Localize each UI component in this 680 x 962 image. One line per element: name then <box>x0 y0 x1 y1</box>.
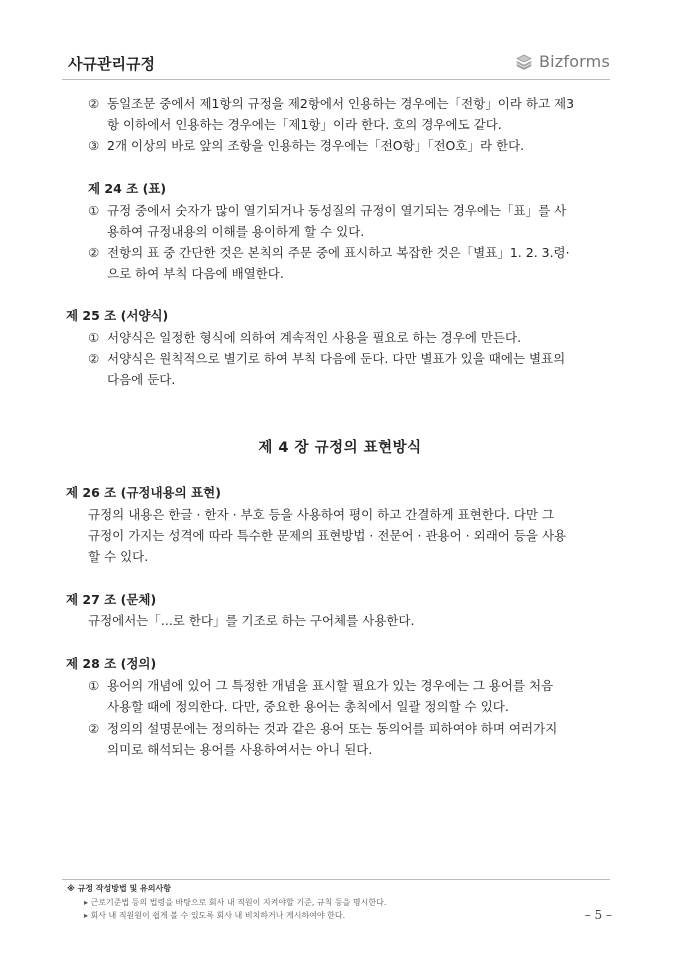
paragraph-line: 규정에서는「...로 한다」를 기조로 하는 구어체를 사용한다. <box>88 613 415 628</box>
list-number: ② <box>88 721 100 736</box>
stacked-layers-logo-icon <box>515 53 533 71</box>
paragraph-line: 서양식은 일정한 형식에 의하여 계속적인 사용을 필요로 하는 경우에 만든다. <box>107 330 522 345</box>
footer-note: ▸ 회사 내 직원원이 쉽게 볼 수 있도록 회사 내 비치하거나 게시하여야 한다. <box>84 911 346 920</box>
list-number: ① <box>88 678 100 693</box>
list-number: ② <box>88 245 100 260</box>
page-number: – 5 – <box>584 908 612 922</box>
article-title: 제 26 조 (규정내용의 표현) <box>66 485 221 500</box>
paragraph-line: 용어의 개념에 있어 그 특정한 개념을 표시할 필요가 있는 경우에는 그 용어를 처음 <box>107 678 554 693</box>
paragraph-line: 규정 중에서 숫자가 많이 열기되거나 동성질의 규정이 열기되는 경우에는「표」를 사 <box>107 203 567 218</box>
list-number: ② <box>88 96 100 111</box>
list-number: ③ <box>88 138 100 153</box>
list-number: ① <box>88 203 100 218</box>
paragraph-line: 다음에 둔다. <box>107 372 176 387</box>
footer-note: ▸ 근로기준법 등의 법령을 바탕으로 회사 내 직원이 지켜야할 기준, 규칙 등을 명시한다. <box>84 898 387 907</box>
paragraph-line: 사용할 때에 정의한다. 다만, 중요한 용어는 총칙에서 일괄 정의할 수 있다. <box>107 699 509 714</box>
footer-title: ※ 규정 작성방법 및 유의사항 <box>67 884 171 893</box>
paragraph-line: 전항의 표 중 간단한 것은 본칙의 주문 중에 표시하고 복잡한 것은「별표」1. 2. 3.령· <box>107 245 570 260</box>
paragraph-line: 동일조문 중에서 제1항의 규정을 제2항에서 인용하는 경우에는「전항」이라 하고 제3 <box>107 96 575 111</box>
article-title: 제 27 조 (문체) <box>66 592 157 607</box>
article-title: 제 24 조 (표) <box>88 181 167 196</box>
list-number: ① <box>88 330 100 345</box>
brand-logo-group <box>515 52 610 71</box>
paragraph-line: 항 이하에서 인용하는 경우에는「제1항」이라 한다. 호의 경우에도 같다. <box>107 117 502 132</box>
article-title: 제 28 조 (정의) <box>66 656 157 671</box>
document-title: 사규관리규정 <box>68 55 155 73</box>
paragraph-line: 용하여 규정내용의 이해를 용이하게 할 수 있다. <box>107 224 365 239</box>
paragraph-line: 규정의 내용은 한글 · 한자 · 부호 등을 사용하여 평이 하고 간결하게 표현한다. 다만 그 <box>88 507 555 522</box>
brand-name: Bizforms <box>538 52 610 71</box>
paragraph-line: 2개 이상의 바로 앞의 조항을 인용하는 경우에는「전O항」「전O호」라 한다. <box>107 138 525 153</box>
paragraph-line: 정의의 설명문에는 정의하는 것과 같은 용어 또는 동의어를 피하여야 하며 여러가지 <box>107 721 558 736</box>
paragraph-line: 의미로 해석되는 용어를 사용하여서는 아니 된다. <box>107 742 373 757</box>
article-title: 제 25 조 (서양식) <box>66 308 169 323</box>
paragraph-line: 할 수 있다. <box>88 549 149 564</box>
paragraph-line: 규정이 가지는 성격에 따라 특수한 문제의 표현방법 · 전문어 · 관용어 · 외래어 등을 사용 <box>88 528 567 543</box>
paragraph-line: 으로 하여 부칙 다음에 배열한다. <box>107 266 284 281</box>
chapter-heading: 제 4 장 규정의 표현방식 <box>258 440 422 456</box>
footer-divider <box>62 879 610 880</box>
list-number: ② <box>88 351 100 366</box>
header-divider <box>62 79 610 80</box>
paragraph-line: 서양식은 원칙적으로 별기로 하여 부칙 다음에 둔다. 다만 별표가 있을 때에는 별표의 <box>107 351 566 366</box>
